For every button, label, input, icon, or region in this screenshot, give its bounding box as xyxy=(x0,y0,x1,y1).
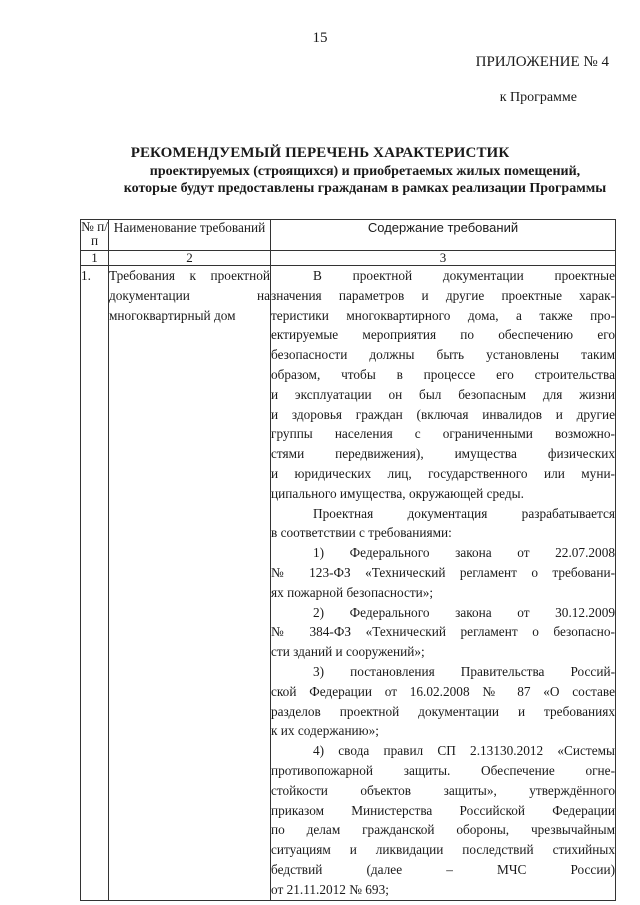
column-index-row xyxy=(81,251,616,266)
requirement-name: Требования к проектной документации на многоквартирный дом xyxy=(109,266,271,901)
document-subtitle xyxy=(95,163,635,197)
content-line: № 384-ФЗ «Технический регламент о безопасно- xyxy=(271,624,615,640)
content-paragraph xyxy=(271,543,615,602)
content-line: и юридических лиц, государственного или муни- xyxy=(271,465,615,481)
header-num: № п/п xyxy=(81,220,109,251)
content-line: № 123-ФЗ «Технический регламент о требовани- xyxy=(271,564,615,580)
content-line: и эксплуатации он был безопасным для жизни xyxy=(271,386,615,402)
content-line: группы населения с ограниченными возможно- xyxy=(271,426,615,442)
appendix-subtitle: к Программе xyxy=(499,90,577,105)
header-name: Наименование требований xyxy=(109,220,271,251)
content-line: ситуациям и ликвидации последствий стихийных xyxy=(271,842,615,858)
content-line: по делам гражданской обороны, чрезвычайным xyxy=(271,822,615,838)
document-title: РЕКОМЕНДУЕМЫЙ ПЕРЕЧЕНЬ ХАРАКТЕРИСТИК xyxy=(130,145,510,161)
row-number: 1. xyxy=(81,266,109,901)
content-line: сти зданий и сооружений»; xyxy=(271,644,425,660)
content-line: В проектной документации проектные xyxy=(313,268,615,283)
appendix-title: ПРИЛОЖЕНИЕ № 4 xyxy=(475,54,609,70)
subtitle-line: проектируемых (строящихся) и приобретаемых жилых помещений, xyxy=(149,164,581,179)
content-line: значения параметров и другие проектные харак- xyxy=(271,287,615,303)
content-paragraph xyxy=(271,741,615,899)
column-index: 2 xyxy=(109,251,271,266)
content-line: 1) Федерального закона от 22.07.2008 xyxy=(313,545,615,561)
content-line: ципального имущества, окружающей среды. xyxy=(271,485,524,501)
content-line: стями передвижения), имущества физических xyxy=(271,446,615,462)
content-line: безопасности должны быть установлены таким xyxy=(271,347,615,363)
content-line: и здоровья граждан (включая инвалидов и другие xyxy=(271,406,615,422)
content-line: 4) свода правил СП 2.13130.2012 «Системы xyxy=(313,743,615,759)
content-line: ектируемые мероприятия по обеспечению его xyxy=(271,327,615,343)
content-paragraph xyxy=(271,662,615,741)
content-line: ях пожарной безопасности»; xyxy=(271,584,434,600)
content-line: теристики многоквартирного дома, а также про- xyxy=(271,307,615,323)
content-line: разделов проектной документации и требованиях xyxy=(271,703,615,719)
requirement-content xyxy=(271,266,616,901)
content-line: Проектная документация разрабатывается xyxy=(313,505,615,521)
content-paragraph xyxy=(271,504,615,544)
content-line: ской Федерации от 16.02.2008 № 87 «О составе xyxy=(271,683,615,699)
content-line: 3) постановления Правительства Россий- xyxy=(313,663,615,679)
content-line: к их содержанию»; xyxy=(271,723,379,739)
content-paragraph xyxy=(271,603,615,662)
column-index: 3 xyxy=(271,251,616,266)
content-line: стойкости объектов защиты», утверждённого xyxy=(271,782,615,798)
column-index: 1 xyxy=(81,251,109,266)
content-line: образом, чтобы в процессе его строительства xyxy=(271,366,615,382)
header-content: Содержание требований xyxy=(271,220,616,251)
table-header-row xyxy=(81,220,616,251)
content-line: противопожарной защиты. Обеспечение огне- xyxy=(271,762,615,778)
subtitle-line: которые будут предоставлены гражданам в рамках реализации Программы xyxy=(123,181,607,196)
content-line: в соответствии с требованиями: xyxy=(271,525,452,541)
content-paragraph xyxy=(271,266,615,504)
content-line: от 21.11.2012 № 693; xyxy=(271,881,389,897)
table-row xyxy=(81,266,616,901)
page-number: 15 xyxy=(312,30,328,46)
requirements-table xyxy=(80,219,616,901)
content-line: приказом Министерства Российской Федерации xyxy=(271,802,615,818)
content-line: 2) Федерального закона от 30.12.2009 xyxy=(313,604,615,620)
content-line: бедствий (далее – МЧС России) xyxy=(271,861,615,877)
